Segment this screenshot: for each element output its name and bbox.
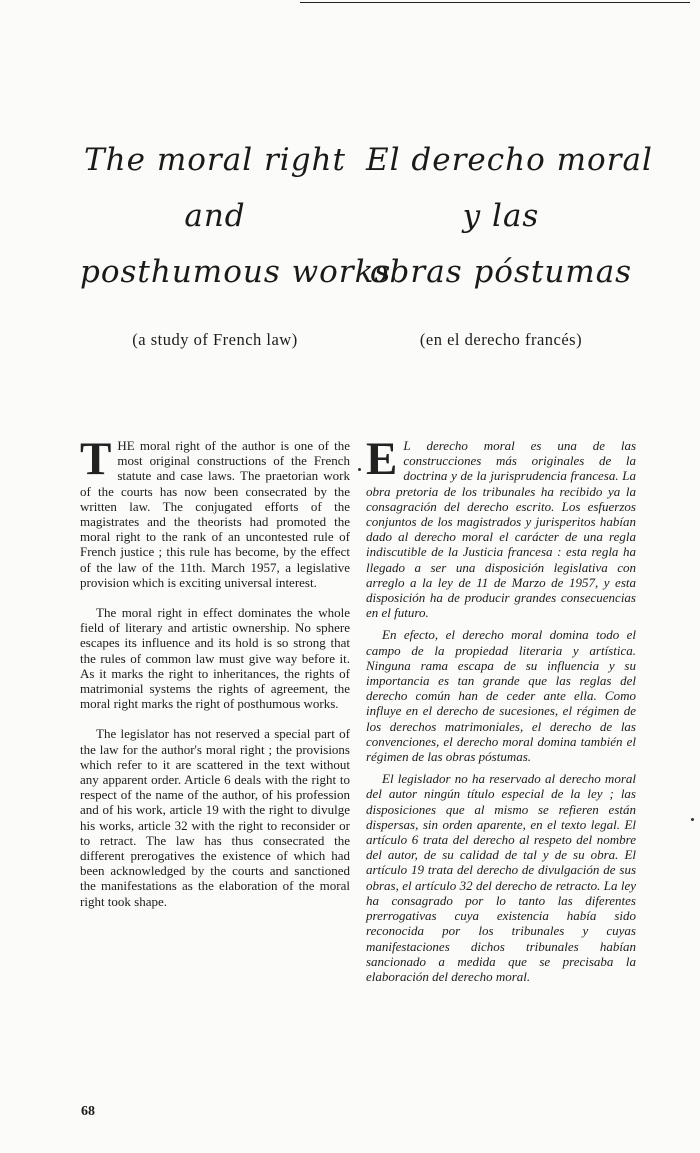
spanish-paragraph-1-text: derecho moral es una de las construcciones más originales de la doctrina y de la jurisprudencia francesa. La obra pretoria de los tribunales ha recibido ya la consagración del derecho escrito. Los esfuerzos conjuntos de los magistrados y jurisperitos habían dado al derecho moral el carácter de una regla indiscutible de la Justicia francesa : esta regla ha llegado a ser una disposición legislativa con arreglo a la ley de 11 de Marzo de 1957, y esta disposición ha de producir grandes consecuencias en el futuro.: [366, 438, 636, 621]
english-paragraph-1: [80, 433, 350, 590]
english-paragraph-2: The moral right in effect dominates the whole field of literary and artistic ownership. No sphere escapes its influence and its hold is so strong that the rules of common law must give way before it. As it marks the right to inheritances, the rights of matrimonial systems the rights of agreement, the moral right marks the right of posthumous works.: [80, 605, 350, 712]
english-title-line: and: [184, 198, 246, 234]
spanish-lead-word: L: [403, 438, 411, 453]
english-subtitle: (a study of French law): [132, 330, 298, 349]
english-lead-word: HE: [117, 438, 135, 453]
spanish-paragraph-1: [366, 433, 636, 621]
spanish-title-line: y las: [462, 198, 540, 234]
english-paragraph-1-text: moral right of the author is one of the most original constructions of the French statute and case laws. The praetorian work of the courts has now been consecrated by the written law. The conjugated efforts of the magistrates and the theorists had promoted the moral right to the rank of an uncontested rule of French justice ; this rule has become, by the effect of the law of the 11th. March 1957, a legislative provision which is exciting universal interest.: [80, 438, 350, 590]
spanish-paragraph-2: En efecto, el derecho moral domina todo el campo de la propiedad literaria y artística. Ninguna rama escapa de su influencia y su importancia es tan grande que las reglas del derecho común han de ceder ante ella. Como influye en el derecho de sucesiones, el régimen de los derechos matrimoniales, el derecho de las convenciones, el derecho moral domina también el régimen de las obras póstumas.: [366, 627, 636, 765]
english-dropcap: T: [80, 433, 112, 485]
spanish-body: [366, 433, 636, 991]
english-body: [80, 433, 350, 924]
spanish-dropcap: E: [366, 433, 398, 485]
speck: [358, 468, 361, 471]
spanish-subtitle: (en el derecho francés): [419, 330, 583, 349]
english-paragraph-3: The legislator has not reserved a special part of the law for the author's moral right ; the provisions which refer to it are scattered in the text without any apparent order. Article 6 deals with the right to respect of the name of the author, of his profession and of his work, article 19 with the right to divulge his works, article 32 with the right to reconsider or to retract. The law has thus consecrated the different prerogatives the existence of which had been acknowledged by the courts and sanctioned the manifestations as the elaboration of the moral right took shape.: [80, 726, 350, 909]
speck: [691, 818, 694, 821]
spanish-title: [366, 132, 653, 300]
spanish-title-line: El derecho moral: [366, 142, 653, 178]
english-title: [80, 132, 392, 300]
top-rule: [300, 2, 690, 3]
spanish-title-line: obras póstumas: [369, 254, 633, 290]
english-title-line: posthumous works: [80, 254, 392, 290]
spanish-paragraph-3: El legislador no ha reservado al derecho moral del autor ningún título especial de la ley ; las disposiciones que al mismo se refieren están dispersas, sin orden aparente, en el texto legal. El artículo 6 trata del derecho al respeto del nombre del autor, de su calidad de tal y de su obra. El artículo 19 trata del derecho de divulgación de sus obras, el artículo 32 del derecho de retracto. La ley ha consagrado por lo tanto las diferentes prerrogativas cuya existencia había sido reconocida por los tribunales y cuyas manifestaciones dichos tribunales habían sancionado a medida que se precisaba la elaboración del derecho moral.: [366, 771, 636, 984]
page-number: 68: [81, 1104, 95, 1119]
english-title-line: The moral right: [84, 142, 346, 178]
